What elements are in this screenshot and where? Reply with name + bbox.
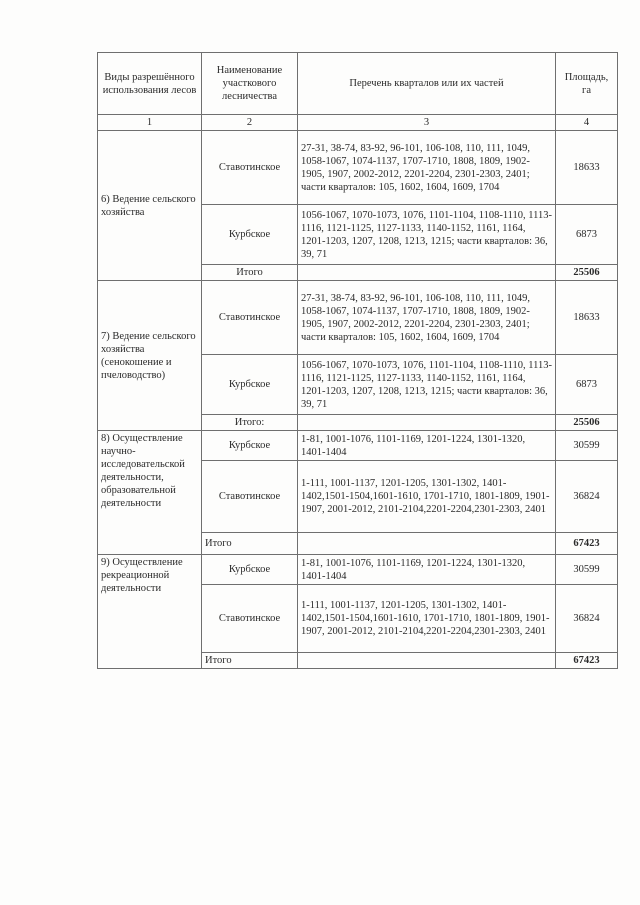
quarters-cell: 1-81, 1001-1076, 1101-1169, 1201-1224, 1301-1320, 1401-1404 xyxy=(298,431,556,461)
table-row xyxy=(98,131,618,205)
forestry-cell: Ставотинское xyxy=(202,131,298,205)
use-kind-cell: 7) Ведение сельского хозяйства (сенокошение и пчеловодство) xyxy=(98,281,202,431)
table-row xyxy=(98,555,618,585)
quarters-cell: 1-111, 1001-1137, 1201-1205, 1301-1302, 1401-1402,1501-1504,1601-1610, 1701-1710, 1801-1809, 1901-1907, 2001-2012, 2101-2104,2201-2204,2301-2303, 2401 xyxy=(298,461,556,533)
total-label: Итого: xyxy=(202,415,298,431)
total-label: Итого xyxy=(202,533,298,555)
total-label: Итого xyxy=(202,265,298,281)
column-number: 2 xyxy=(202,115,298,131)
area-cell: 18633 xyxy=(556,131,618,205)
total-value: 67423 xyxy=(556,533,618,555)
area-cell: 6873 xyxy=(556,205,618,265)
area-cell: 36824 xyxy=(556,461,618,533)
header-forestry: Наименование участкового лесничества xyxy=(202,53,298,115)
total-value: 25506 xyxy=(556,265,618,281)
quarters-cell: 1056-1067, 1070-1073, 1076, 1101-1104, 1108-1110, 1113-1116, 1121-1125, 1127-1133, 1140-1152, 1161, 1164, 1201-1203, 1207, 1208, 1213, 1215; части кварталов: 36, 39, 71 xyxy=(298,355,556,415)
table-row xyxy=(98,431,618,461)
forestry-cell: Ставотинское xyxy=(202,461,298,533)
quarters-cell: 27-31, 38-74, 83-92, 96-101, 106-108, 110, 111, 1049, 1058-1067, 1074-1137, 1707-1710, 1808, 1809, 1902-1905, 1907, 2002-2012, 2201-2204, 2301-2303, 2401; части кварталов: 105, 1602, 1604, 1609, 1704 xyxy=(298,131,556,205)
forestry-cell: Ставотинское xyxy=(202,585,298,653)
forestry-cell: Курбское xyxy=(202,555,298,585)
area-cell: 36824 xyxy=(556,585,618,653)
empty-cell xyxy=(298,533,556,555)
column-number: 4 xyxy=(556,115,618,131)
quarters-cell: 1-111, 1001-1137, 1201-1205, 1301-1302, 1401-1402,1501-1504,1601-1610, 1701-1710, 1801-1809, 1901-1907, 2001-2012, 2101-2104,2201-2204,2301-2303, 2401 xyxy=(298,585,556,653)
header-area: Площадь, га xyxy=(556,53,618,115)
forestry-cell: Ставотинское xyxy=(202,281,298,355)
forestry-cell: Курбское xyxy=(202,355,298,415)
area-cell: 30599 xyxy=(556,555,618,585)
empty-cell xyxy=(298,653,556,669)
header-use-kind: Виды разрешённого использования лесов xyxy=(98,53,202,115)
forest-use-table xyxy=(97,52,618,669)
empty-cell xyxy=(298,415,556,431)
table-header-row xyxy=(98,53,618,115)
column-number: 3 xyxy=(298,115,556,131)
quarters-cell: 27-31, 38-74, 83-92, 96-101, 106-108, 110, 111, 1049, 1058-1067, 1074-1137, 1707-1710, 1808, 1809, 1902-1905, 1907, 2002-2012, 2201-2204, 2301-2303, 2401; части кварталов: 105, 1602, 1604, 1609, 1704 xyxy=(298,281,556,355)
total-value: 25506 xyxy=(556,415,618,431)
table-row xyxy=(98,281,618,355)
area-cell: 30599 xyxy=(556,431,618,461)
area-cell: 6873 xyxy=(556,355,618,415)
total-label: Итого xyxy=(202,653,298,669)
area-cell: 18633 xyxy=(556,281,618,355)
column-number-row xyxy=(98,115,618,131)
use-kind-cell: 8) Осуществление научно-исследовательской деятельности, образовательной деятельности xyxy=(98,431,202,555)
quarters-cell: 1-81, 1001-1076, 1101-1169, 1201-1224, 1301-1320, 1401-1404 xyxy=(298,555,556,585)
forestry-cell: Курбское xyxy=(202,431,298,461)
column-number: 1 xyxy=(98,115,202,131)
quarters-cell: 1056-1067, 1070-1073, 1076, 1101-1104, 1108-1110, 1113-1116, 1121-1125, 1127-1133, 1140-1152, 1161, 1164, 1201-1203, 1207, 1208, 1213, 1215; части кварталов: 36, 39, 71 xyxy=(298,205,556,265)
use-kind-cell: 6) Ведение сельского хозяйства xyxy=(98,131,202,281)
total-value: 67423 xyxy=(556,653,618,669)
header-quarters: Перечень кварталов или их частей xyxy=(298,53,556,115)
use-kind-cell: 9) Осуществление рекреационной деятельности xyxy=(98,555,202,669)
forestry-cell: Курбское xyxy=(202,205,298,265)
empty-cell xyxy=(298,265,556,281)
